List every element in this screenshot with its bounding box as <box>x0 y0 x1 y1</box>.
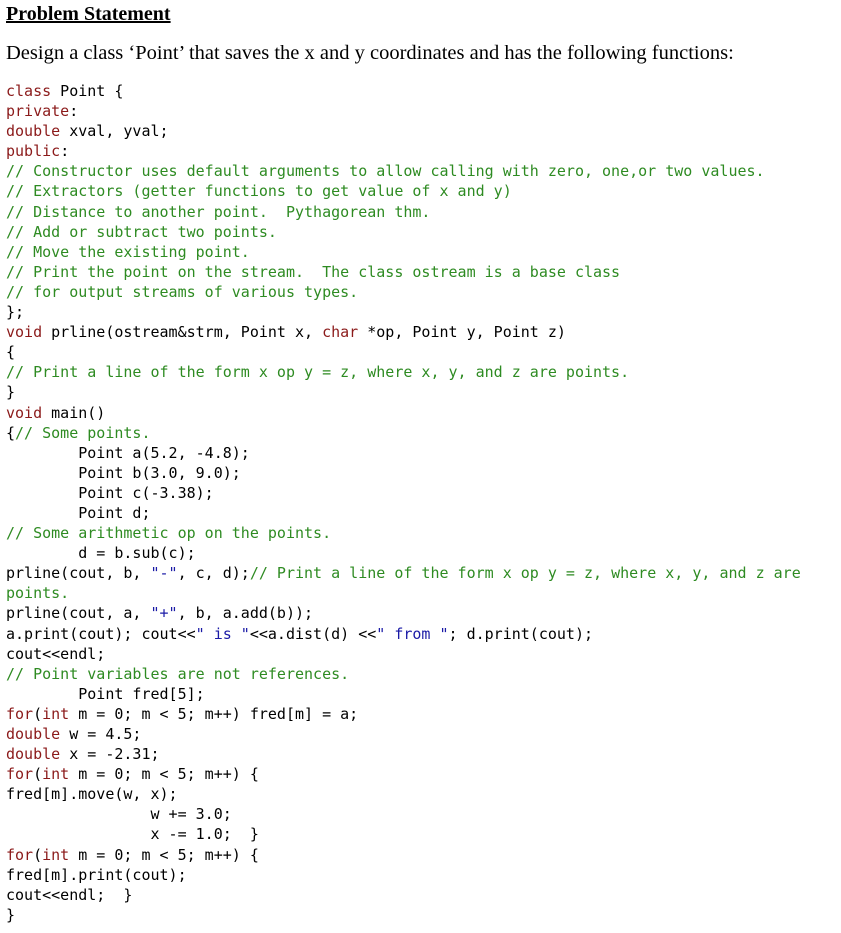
code-token: double <box>6 122 61 141</box>
code-line <box>6 382 801 402</box>
code-token: prline(cout, a, <box>6 604 151 623</box>
page-title: Problem Statement <box>6 3 171 25</box>
code-token: : <box>69 102 79 121</box>
code-token: Point { <box>51 82 124 100</box>
code-token: // Print a line of the form x op y = z, where x, y, and z are <box>249 564 801 583</box>
code-token: m = 0; m < 5; m++) { <box>69 845 259 864</box>
code-line <box>6 222 801 242</box>
code-token: // Point variables are not references. <box>6 664 350 683</box>
code-block <box>6 81 801 925</box>
code-line <box>6 865 801 885</box>
code-token: prline(cout, b, <box>6 564 151 583</box>
code-token: a.print(cout); cout<< <box>6 624 196 643</box>
code-token: // Extractors (getter functions to get value of x and y) <box>6 182 512 201</box>
code-line <box>6 885 801 905</box>
code-token: ( <box>33 765 43 784</box>
code-token: // Distance to another point. Pythagorean thm. <box>6 202 431 221</box>
code-token: ( <box>33 845 43 864</box>
code-token: " from " <box>376 624 449 643</box>
code-token: cout<<endl; <box>6 644 106 663</box>
code-token: void <box>6 323 43 342</box>
code-line <box>6 423 801 443</box>
code-line <box>6 121 801 141</box>
code-line <box>6 583 801 603</box>
code-line <box>6 503 801 523</box>
code-line <box>6 81 801 101</box>
code-token: int <box>42 704 70 723</box>
code-token: ( <box>33 704 43 723</box>
code-token: "-" <box>150 564 178 583</box>
code-token: main() <box>42 403 106 422</box>
code-token: } <box>6 905 16 924</box>
code-line <box>6 101 801 121</box>
code-token: // for output streams of various types. <box>6 282 359 301</box>
code-line <box>6 342 801 362</box>
code-token: cout<<endl; } <box>6 885 133 904</box>
code-token: // Some arithmetic op on the points. <box>6 524 332 543</box>
code-token: // Print a line of the form x op y = z, where x, y, and z are points. <box>6 363 630 382</box>
code-token: "+" <box>150 604 178 623</box>
code-token: Point a(5.2, -4.8); <box>6 443 250 462</box>
code-line <box>6 282 801 302</box>
problem-description: Design a class ‘Point’ that saves the x and y coordinates and has the following functions: <box>6 42 734 64</box>
code-token: { <box>6 423 16 442</box>
code-line <box>6 181 801 201</box>
code-token: { <box>6 343 16 362</box>
code-token: *op, Point y, Point z) <box>358 323 566 342</box>
code-line <box>6 362 801 382</box>
code-line <box>6 764 801 784</box>
code-line <box>6 644 801 664</box>
code-token: // Move the existing point. <box>6 242 250 261</box>
code-line <box>6 704 801 724</box>
code-token: m = 0; m < 5; m++) fred[m] = a; <box>69 704 359 723</box>
code-line <box>6 302 801 322</box>
code-token: w = 4.5; <box>60 725 142 743</box>
code-token: w += 3.0; <box>6 805 232 824</box>
code-token: int <box>42 765 70 784</box>
code-token: x -= 1.0; } <box>6 825 259 844</box>
code-line <box>6 684 801 704</box>
code-token: }; <box>6 303 25 322</box>
code-line <box>6 523 801 543</box>
code-line <box>6 824 801 844</box>
code-line <box>6 262 801 282</box>
code-token: : <box>60 142 70 161</box>
code-line <box>6 202 801 222</box>
code-token: // Print the point on the stream. The class ostream is a base class <box>6 262 621 281</box>
code-line <box>6 483 801 503</box>
code-line <box>6 603 801 623</box>
code-token: <<a.dist(d) << <box>249 624 377 643</box>
code-token: Point fred[5]; <box>6 684 205 703</box>
code-line <box>6 845 801 865</box>
code-token: double <box>6 725 61 743</box>
code-token: // Constructor uses default arguments to allow calling with zero, one,or two values. <box>6 162 765 181</box>
code-token: void <box>6 403 43 422</box>
code-line <box>6 463 801 483</box>
code-token: for <box>6 765 34 784</box>
code-token: char <box>322 323 359 342</box>
code-token: , c, d); <box>177 564 250 583</box>
code-token: , b, a.add(b)); <box>177 604 314 623</box>
code-token: } <box>6 383 16 402</box>
code-line <box>6 664 801 684</box>
code-token: // Add or subtract two points. <box>6 222 277 241</box>
code-token: for <box>6 704 34 723</box>
code-line <box>6 443 801 463</box>
code-token: ; d.print(cout); <box>448 624 594 643</box>
code-token: d = b.sub(c); <box>6 544 196 563</box>
code-token: double <box>6 745 61 764</box>
code-token: prline(ostream&strm, Point x, <box>42 323 323 342</box>
code-line <box>6 724 801 744</box>
code-token: for <box>6 845 34 864</box>
code-token: " is " <box>195 624 250 643</box>
code-token: m = 0; m < 5; m++) { <box>69 765 259 784</box>
code-token: private <box>6 102 70 121</box>
code-token: fred[m].move(w, x); <box>6 785 178 804</box>
code-token: // Some points. <box>15 423 151 442</box>
code-line <box>6 905 801 925</box>
code-token: Point c(-3.38); <box>6 483 214 502</box>
code-line <box>6 242 801 262</box>
code-token: xval, yval; <box>60 122 169 141</box>
code-line <box>6 161 801 181</box>
code-token: public <box>6 142 61 161</box>
code-token: class <box>6 82 52 100</box>
code-token: fred[m].print(cout); <box>6 865 187 884</box>
code-line <box>6 784 801 804</box>
code-line <box>6 543 801 563</box>
code-token: points. <box>6 584 70 603</box>
code-token: x = -2.31; <box>60 745 160 764</box>
code-line <box>6 744 801 764</box>
code-line <box>6 624 801 644</box>
code-line <box>6 403 801 423</box>
code-token: Point d; <box>6 503 151 522</box>
code-line <box>6 563 801 583</box>
code-token: int <box>42 845 70 864</box>
code-line <box>6 322 801 342</box>
code-line <box>6 141 801 161</box>
code-line <box>6 804 801 824</box>
code-token: Point b(3.0, 9.0); <box>6 463 241 482</box>
